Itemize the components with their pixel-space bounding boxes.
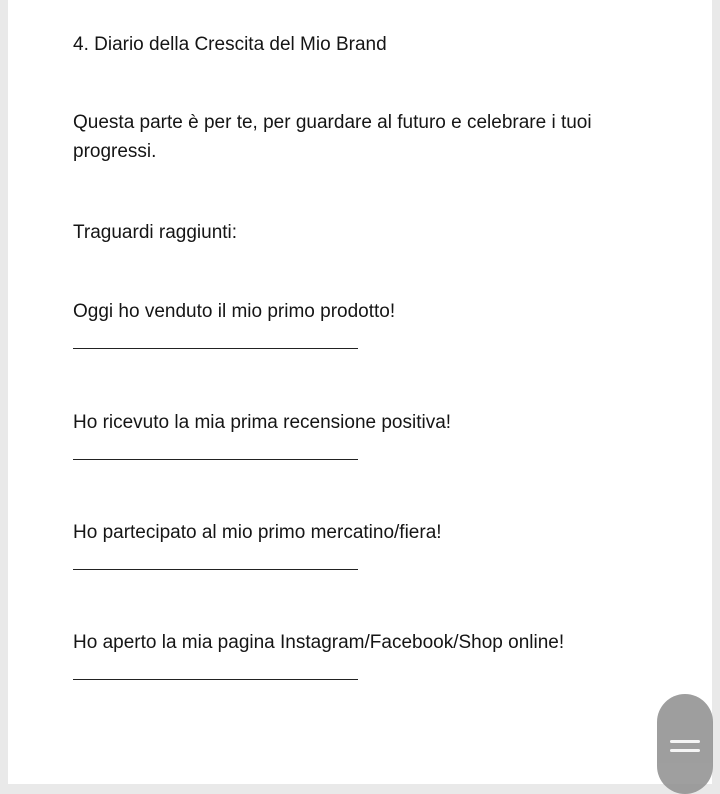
milestone-item: Ho aperto la mia pagina Instagram/Facebook/Shop online!	[73, 632, 565, 653]
milestone-blank-line	[73, 348, 358, 349]
document-page	[8, 0, 712, 784]
milestone-blank-line	[73, 569, 358, 570]
milestone-blank-line	[73, 679, 358, 680]
milestone-item: Oggi ho venduto il mio primo prodotto!	[73, 301, 396, 322]
milestones-label: Traguardi raggiunti:	[73, 222, 238, 243]
intro-paragraph: Questa parte è per te, per guardare al futuro e celebrare i tuoi progressi.	[73, 112, 592, 162]
section-heading: 4. Diario della Crescita del Mio Brand	[73, 34, 387, 55]
milestone-item: Ho partecipato al mio primo mercatino/fiera!	[73, 522, 442, 543]
milestone-item: Ho ricevuto la mia prima recensione positiva!	[73, 412, 452, 433]
scroll-handle[interactable]	[657, 694, 713, 794]
drag-handle-icon	[670, 740, 700, 743]
drag-handle-icon	[670, 749, 700, 752]
milestone-blank-line	[73, 459, 358, 460]
